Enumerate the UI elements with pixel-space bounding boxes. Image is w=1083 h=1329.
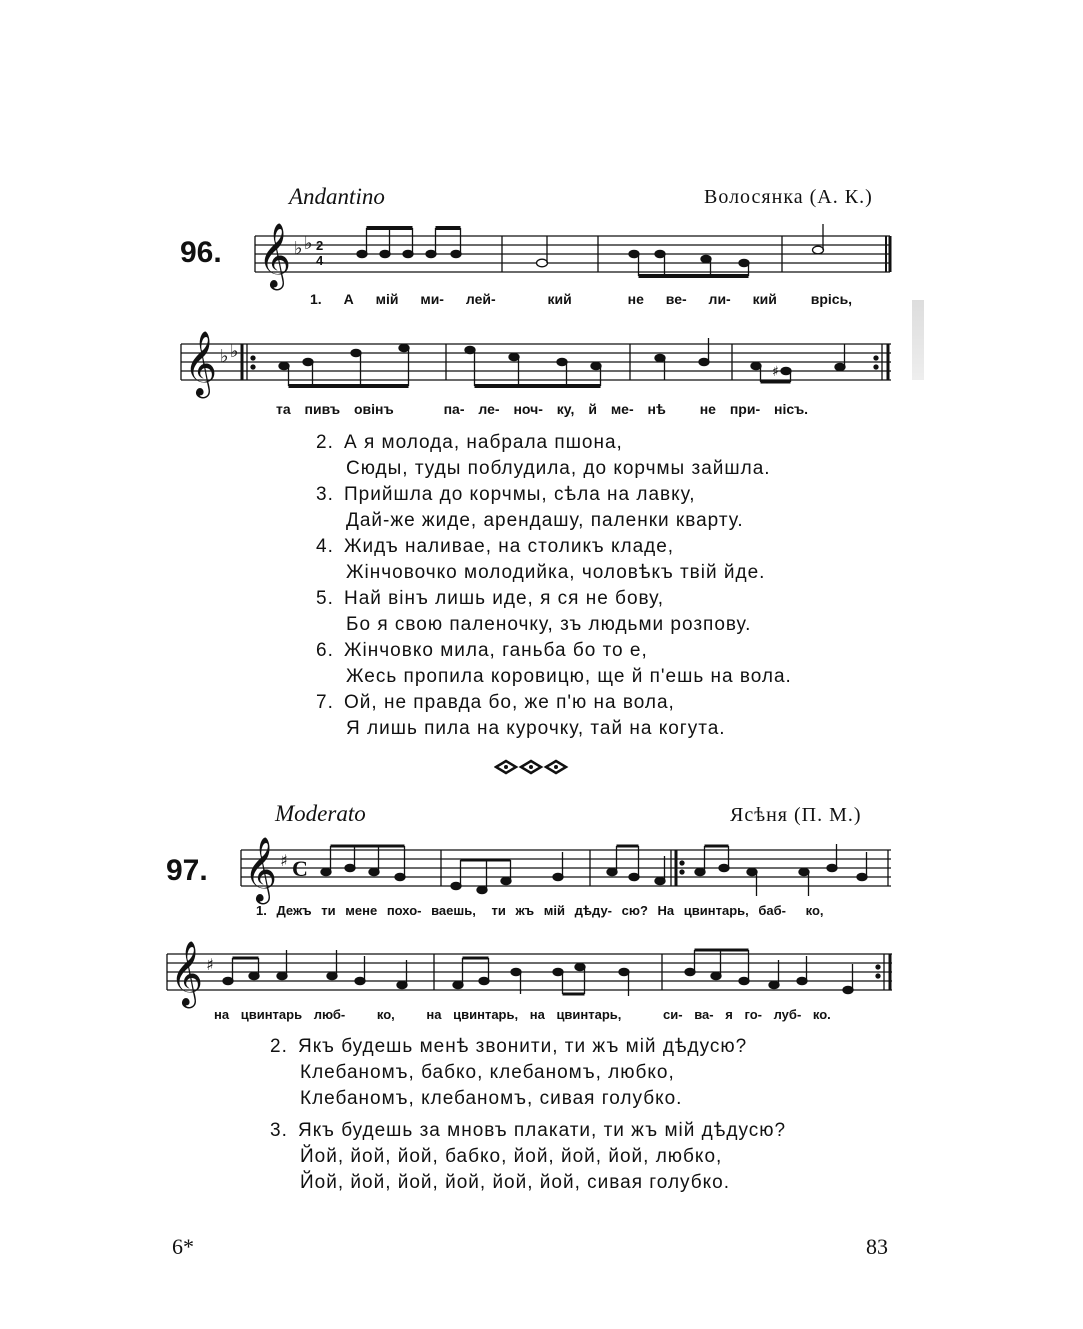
syllable: ли- bbox=[708, 291, 731, 307]
syllable: ле- bbox=[478, 401, 500, 417]
verse-line: А я молода, набрала пшона, bbox=[344, 432, 623, 453]
syllable: врісь, bbox=[810, 291, 853, 307]
verse-number: 5. bbox=[316, 588, 334, 609]
syllable: дѣду- bbox=[574, 903, 612, 918]
syllable: на bbox=[214, 1007, 230, 1022]
syllable: си- bbox=[663, 1007, 683, 1022]
verses-96 bbox=[316, 430, 792, 742]
verse bbox=[316, 430, 792, 482]
svg-text:♭: ♭ bbox=[304, 233, 313, 254]
verse-line: Ой, не правда бо, же п'ю на вола, bbox=[344, 692, 675, 713]
verse-line: Жидъ наливае, на столикъ кладе, bbox=[344, 536, 675, 557]
syllable: цвинтарь bbox=[240, 1007, 303, 1022]
syllable: ко. bbox=[812, 1007, 831, 1022]
verse-number: 2. bbox=[270, 1036, 288, 1057]
syllable: ко, bbox=[376, 1007, 395, 1022]
syllable: цвинтарь, bbox=[556, 1007, 622, 1022]
syllable: кий bbox=[752, 291, 777, 307]
printer-signature: 6* bbox=[172, 1234, 194, 1259]
syllable: мій bbox=[375, 291, 399, 307]
verse-line: Йой, йой, йой, йой, йой, йой, сивая голубко. bbox=[300, 1172, 730, 1193]
underlay-96-line2 bbox=[276, 401, 808, 417]
svg-text:♯: ♯ bbox=[772, 364, 779, 380]
verse-line: Дай-же жиде, арендашу, паленки кварту. bbox=[346, 510, 744, 531]
verse-line: Жесь пропила коровицю, ще й п'ешь на вола. bbox=[346, 666, 792, 687]
syllable: ми- bbox=[420, 291, 444, 307]
syllable: овінъ bbox=[353, 401, 394, 417]
syllable: па- bbox=[443, 401, 465, 417]
verse-line: Прийшла до корчмы, сѣла на лавку, bbox=[344, 484, 696, 505]
staff-97-line2 bbox=[162, 941, 897, 1006]
syllable: ти bbox=[321, 903, 336, 918]
verse-number: 6. bbox=[316, 640, 334, 661]
song-number-96: 96. bbox=[180, 236, 222, 269]
verse-line: Клебаномъ, бабко, клебаномъ, любко, bbox=[300, 1062, 675, 1083]
staff-97-line1 bbox=[236, 837, 896, 902]
syllable: не bbox=[627, 291, 644, 307]
syllable: та bbox=[276, 401, 291, 417]
syllable: нісъ. bbox=[774, 401, 809, 417]
ornament-divider bbox=[494, 758, 570, 776]
syllable: на bbox=[426, 1007, 442, 1022]
syllable: сю? bbox=[621, 903, 648, 918]
verses-97 bbox=[270, 1034, 786, 1196]
syllable: мене bbox=[345, 903, 378, 918]
source-96: Волосянка (А. К.) bbox=[704, 186, 873, 208]
song-number-97: 97. bbox=[166, 854, 208, 887]
verse bbox=[270, 1118, 786, 1196]
syllable: баб- bbox=[758, 903, 786, 918]
verse-number: 3. bbox=[270, 1120, 288, 1141]
svg-text:C: C bbox=[292, 856, 308, 881]
syllable: ме- bbox=[610, 401, 634, 417]
syllable: мій bbox=[543, 903, 566, 918]
svg-text:2: 2 bbox=[316, 238, 324, 253]
staff-96-line2 bbox=[176, 330, 896, 400]
source-97: Ясѣня (П. М.) bbox=[730, 804, 862, 826]
syllable: ко, bbox=[805, 903, 824, 918]
svg-text:♭: ♭ bbox=[220, 346, 229, 367]
svg-text:♯: ♯ bbox=[206, 955, 214, 974]
tempo-marking-96: Andantino bbox=[289, 184, 385, 209]
syllable: при- bbox=[729, 401, 761, 417]
verse-line: Йой, йой, йой, бабко, йой, йой, йой, любко, bbox=[300, 1146, 723, 1167]
verse bbox=[316, 690, 792, 742]
verse bbox=[316, 534, 792, 586]
verse bbox=[270, 1034, 786, 1112]
verse-line: Сюды, туды поблудила, до корчмы зайшла. bbox=[346, 458, 771, 479]
verse-line: Най вінъ лишь иде, я ся не бову, bbox=[344, 588, 665, 609]
verse-line: Якъ будешь за мновъ плакати, ти жъ мій дѣдусю? bbox=[298, 1120, 787, 1141]
verse bbox=[316, 586, 792, 638]
syllable: го- bbox=[744, 1007, 762, 1022]
staff-96-line1 bbox=[250, 220, 895, 290]
verse-line: Клебаномъ, клебаномъ, сивая голубко. bbox=[300, 1088, 683, 1109]
svg-text:𝄞: 𝄞 bbox=[170, 941, 204, 1006]
syllable: Дежъ bbox=[276, 903, 312, 918]
syllable: ве- bbox=[665, 291, 687, 307]
svg-text:𝄞: 𝄞 bbox=[244, 837, 278, 902]
syllable: 1. bbox=[256, 903, 267, 918]
syllable: На bbox=[657, 903, 675, 918]
verse-line: Жінчовочко молодийка, чоловѣкъ твій йде. bbox=[346, 562, 766, 583]
verse-line: Бо я свою паленочку, зъ людьми розпову. bbox=[346, 614, 752, 635]
syllable: цвинтарь, bbox=[453, 1007, 519, 1022]
svg-text:𝄞: 𝄞 bbox=[184, 331, 218, 396]
verse-number: 3. bbox=[316, 484, 334, 505]
syllable: А bbox=[343, 291, 354, 307]
page-number: 83 bbox=[866, 1234, 888, 1259]
verse-number: 7. bbox=[316, 692, 334, 713]
verse bbox=[316, 638, 792, 690]
verse-line: Якъ будешь менѣ звонити, ти жъ мій дѣдусю? bbox=[298, 1036, 748, 1057]
syllable: й bbox=[588, 401, 597, 417]
syllable: кий bbox=[547, 291, 572, 307]
underlay-97-line2 bbox=[214, 1007, 831, 1022]
svg-text:♭: ♭ bbox=[294, 238, 303, 259]
verse-number: 2. bbox=[316, 432, 334, 453]
syllable: цвинтарь, bbox=[683, 903, 749, 918]
tempo-marking-97: Moderato bbox=[275, 801, 366, 826]
svg-text:4: 4 bbox=[316, 253, 324, 268]
syllable: ноч- bbox=[513, 401, 543, 417]
syllable: нѣ bbox=[647, 401, 666, 417]
verse bbox=[316, 482, 792, 534]
syllable: пивъ bbox=[304, 401, 341, 417]
verse-line: Я лишь пила на курочку, тай на когута. bbox=[346, 718, 726, 739]
syllable: похо- bbox=[386, 903, 422, 918]
syllable: ваешь, bbox=[431, 903, 476, 918]
syllable: я bbox=[725, 1007, 733, 1022]
verse-line: Жінчовко мила, ганьба бо то е, bbox=[344, 640, 648, 661]
svg-text:♭: ♭ bbox=[230, 341, 239, 362]
syllable: лей- bbox=[465, 291, 496, 307]
underlay-97-line1 bbox=[256, 903, 824, 918]
svg-text:♯: ♯ bbox=[280, 851, 288, 870]
syllable: не bbox=[699, 401, 716, 417]
svg-text:𝄞: 𝄞 bbox=[258, 223, 292, 288]
scan-margin-mark bbox=[912, 300, 924, 380]
syllable: жъ bbox=[515, 903, 535, 918]
syllable: ва- bbox=[694, 1007, 714, 1022]
syllable: луб- bbox=[773, 1007, 802, 1022]
syllable: ку, bbox=[556, 401, 575, 417]
verse-number: 4. bbox=[316, 536, 334, 557]
underlay-96-line1 bbox=[310, 291, 852, 307]
syllable: люб- bbox=[313, 1007, 346, 1022]
syllable: 1. bbox=[310, 291, 322, 307]
syllable: ти bbox=[491, 903, 506, 918]
syllable: на bbox=[529, 1007, 545, 1022]
